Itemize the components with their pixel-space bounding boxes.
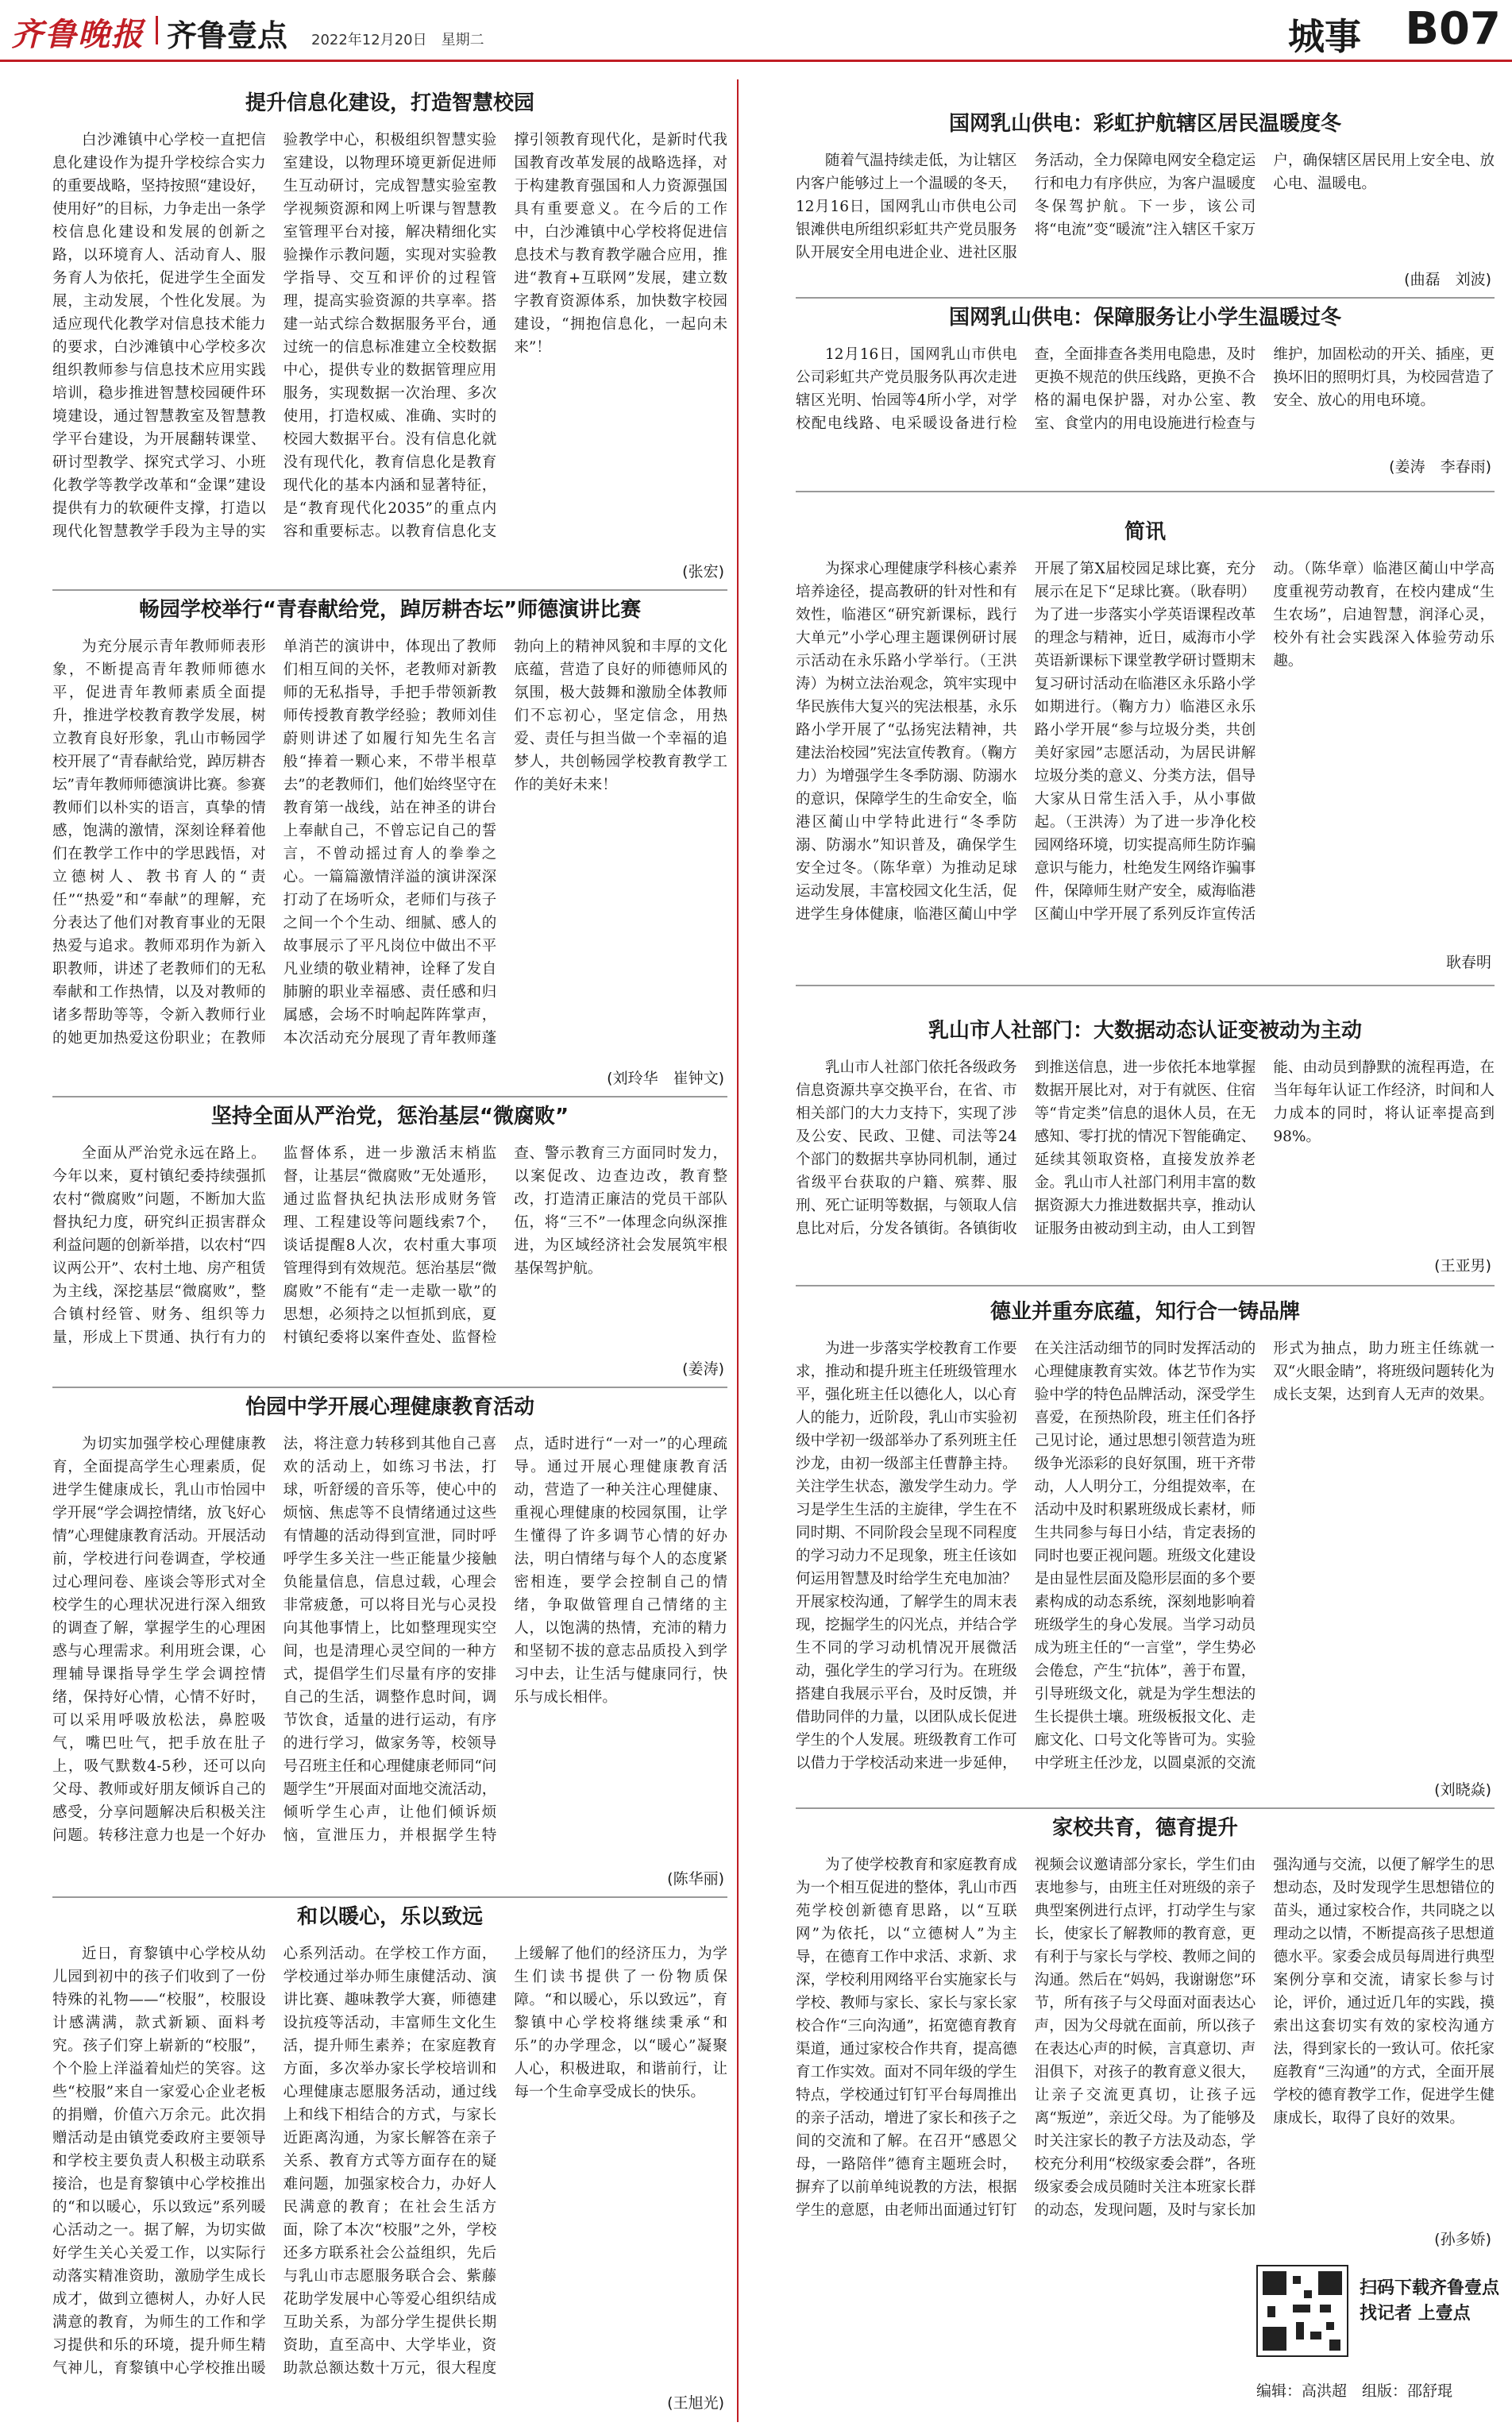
issue-date: 2022年12月20日 星期二 xyxy=(311,32,484,48)
article-byline: (刘晓焱) xyxy=(1434,1781,1491,1799)
article-divider xyxy=(52,1096,727,1097)
article-class-management xyxy=(796,1296,1495,1804)
article-body: 全面从严治党永远在路上。今年以来，夏村镇纪委持续强抓农村“微腐败”问题，不断加大监督执纪力度，研究纠正损害群众利益问题的创新举措，以农村“四议两公开”、农村土地、房产租赁为主线，深挖基层“微腐败”，整合镇村经管、财务、组织等力量，形成上下贯通、执行有力的监督体系，进一步激活末梢监督，让基层“微腐败”无处遁形，通过监督执纪执法形成财务管理、工程建设等问题线索7个，谈话提醒8人次，农村重大事项管理得到有效规范。惩治基层“微腐败”不能有“走一走歇一歇”的思想，必须持之以恒抓到底，夏村镇纪委将以案件查处、监督检查、警示教育三方面同时发力，以案促改、边查边改，教育整改，打造清正廉洁的党员干部队伍，将“三不”一体理念向纵深推进，为区域经济社会发展筑牢根基保驾护航。 xyxy=(52,1145,727,1346)
article-body: 为探求心理健康学科核心素养培养途径，提高教研的针对性和有效性，临港区“研究新课标，践行大单元”小学心理主题课例研讨展示活动在永乐路小学举行。（王洪涛）为树立法治观念，筑牢实现中华民族伟大复兴的宪法根基，永乐路小学开展了“弘扬宪法精神，共建法治校园”宪法宣传教育。（鞠方力）为增强学生冬季防溺、防溺水的意识，保障学生的生命安全，临港区蔺山中学特此进行“冬季防溺、防溺水”知识普及，确保学生安全过冬。（陈华章）为推动足球运动发展，丰富校园文化生活，促进学生身体健康，临港区蔺山中学开展了第X届校园足球比赛，充分展示在足下“足球比赛。（耿春明）为了进一步落实小学英语课程改革的理念与精神，近日，威海市小学英语新课标下课堂教学研讨暨期末复习研讨活动在临港区永乐路小学如期进行。（鞠方力）临港区永乐路小学开展“参与垃圾分类，共创美好家园”志愿活动，为居民讲解垃圾分类的意义、分类方法，倡导大家从日常生活入手，从小事做起。（王洪涛）为了进一步净化校园网络环境，切实提高师生防诈骗意识与能力，杜绝发生网络诈骗事件，保障师生财产安全，威海临港区蔺山中学开展了系列反诈宣传活动。（陈华章）临港区蔺山中学高度重视劳动教育，在校内建成“生生农场”，启迪智慧，润泽心灵，校外有社会实践深入体验劳动乐趣。 xyxy=(796,561,1495,923)
article-byline: (姜涛 李春雨) xyxy=(1389,458,1491,476)
article-byline: (王旭光) xyxy=(667,2394,724,2412)
article-divider xyxy=(796,491,1495,492)
article-teacher-speech xyxy=(52,594,727,1093)
article-body: 为切实加强学校心理健康教育，全面提高学生心理素质，促进学生健康成长，乳山市怡园中学开展“学会调控情绪，放飞好心情”心理健康教育活动。开展活动前，学校进行问卷调查，学校通过心理问卷、座谈会等形式对全校学生的心理状况进行深入细致的调查了解，掌握学生的心理困惑与心理需求。利用班会课，心理辅导课指导学生学会调控情绪，保持好心情，心情不好时，可以采用呼吸放松法，鼻腔吸气，嘴巴吐气，把手放在肚子上，吸气默数4-5秒，还可以向父母、教师或好朋友倾诉自己的感受，分享问题解决后积极关注问题。转移注意力也是一个好办法，将注意力转移到其他自己喜欢的活动上，如练习书法，打球，听舒缓的音乐等，使心中的烦恼、焦虑等不良情绪通过这些有情趣的活动得到宣泄，同时呼呼学生多关注一些正能量少接触负能量信息，信息过载，心理会非常疲惫，可以将目光与心灵投向其他事情上，比如整理现实空间，也是清理心灵空间的一种方式，提倡学生们尽量有序的安排自己的生活，调整作息时间，调节饮食，适量的进行运动，有序的进行学习，做家务等，校领导号召班主任和心理健康老师同“问题学生”开展面对面地交流活动，倾听学生心声，让他们倾诉烦恼，宣泄压力，并根据学生特点，适时进行“一对一”的心理疏导。通过开展心理健康教育活动，营造了一种关注心理健康、重视心理健康的校园氛围，让学生懂得了许多调节心情的好办法，明白情绪与每个人的态度紧密相连，要学会控制自己的情绪，争取做管理自己情绪的主人，以饱满的热情，充沛的精力和坚韧不拔的意志品质投入到学习中去，让生活与健康同行，快乐与成长相伴。 xyxy=(52,1436,727,1844)
article-body: 随着气温持续走低，为让辖区内客户能够过上一个温暖的冬天，12月16日，国网乳山市供电公司银滩供电所组织彩虹共产党员服务队开展安全用电进企业、进社区服务活动，全力保障电网安全稳定运行和电力有序供应，为客户温暖度冬保驾护航。下一步，该公司将“电流”变“暖流”注入辖区千家万户，确保辖区居民用上安全电、放心电、温暖电。 xyxy=(796,152,1495,261)
article-title: 坚持全面从严治党，惩治基层“微腐败” xyxy=(210,1105,569,1128)
article-title: 和以暖心，乐以致远 xyxy=(296,1905,483,1929)
qr-caption xyxy=(1360,2276,1510,2327)
article-divider xyxy=(796,985,1495,986)
article-byline: 耿春明 xyxy=(1445,954,1491,971)
download-qr-code[interactable] xyxy=(1256,2265,1348,2357)
qr-caption-line-1: 扫码下载齐鲁壹点 xyxy=(1360,2278,1500,2298)
article-body: 白沙滩镇中心学校一直把信息化建设作为提升学校综合实力的重要战略，坚持按照“建设好，使用好”的目标，力争走出一条学校信息化建设和发展的创新之路，以环境育人、活动育人、服务育人为依托，促进学生全面发展，主动发展，个性化发展。为适应现代化教学对信息技术能力的要求，白沙滩镇中心学校多次组织教师参与信息技术应用实践培训，稳步推进智慧校园硬件环境建设，通过智慧教室及智慧教学平台建设，为开展翻转课堂、研讨型教学、探究式学习、小班化教学等教学改革和“金课”建设提供有力的软硬件支撑，打造以现代化智慧教学手段为主导的实验教学中心，积极组织智慧实验室建设，以物理环境更新促进师生互动研讨，完成智慧实验室教学视频资源和网上听课与智慧教室管理平台对接，解决精细化实验操作示教问题，实现对实验教学指导、交互和评价的过程管理，提高实验资源的共享率。搭建一站式综合数据服务平台，通过统一的信息标准建立全校数据中心，提供专业的数据管理应用服务，实现数据一次治理、多次使用，打造权威、准确、实时的校园大数据平台。没有信息化就没有现代化，教育信息化是教育现代化的基本内涵和显著特征，是“教育现代化2035”的重点内容和重要标志。以教育信息化支撑引领教育现代化，是新时代我国教育改革发展的战略选择，对于构建教育强国和人力资源强国具有重要意义。在今后的工作中，白沙滩镇中心学校将促进信息技术与教育教学融合应用，推进“教育+互联网”发展，建立数字教育资源体系，加快数字校园建设，“拥抱信息化，一起向未来”！ xyxy=(52,132,727,540)
qr-caption-line-2: 找记者 上壹点 xyxy=(1360,2304,1471,2324)
article-title: 提升信息化建设，打造智慧校园 xyxy=(245,91,534,115)
article-social-security xyxy=(796,1015,1495,1280)
article-title: 畅园学校举行“青春献给党，踔厉耕杏坛”师德演讲比赛 xyxy=(138,598,642,622)
article-title: 国网乳山供电：保障服务让小学生温暖过冬 xyxy=(948,306,1341,330)
article-news-briefs xyxy=(796,516,1495,977)
article-body: 乳山市人社部门依托各级政务信息资源共享交换平台，在省、市相关部门的大力支持下，实现了涉及公安、民政、卫健、司法等24个部门的数据共享协同机制，通过省级平台获取的户籍、殡葬、服刑、死亡证明等数据，与领取人信息比对后，分发各镇街。各镇街收到推送信息，进一步依托本地掌握数据开展比对，对于有就医、住宿等“肯定类”信息的退休人员，在无感知、零打扰的情况下智能确定、延续其领取资格，直接发放养老金。乳山市人社部门利用丰富的数据资源大力推进数据共享，推动认证服务由被动到主动，由人工到智能、由动员到静默的流程再造，在当年每年认证工作经济，时间和人力成本的同时，将认证率提高到98%。 xyxy=(796,1059,1495,1237)
article-smart-campus xyxy=(52,87,727,586)
article-byline: (曲磊 刘波) xyxy=(1404,271,1491,288)
article-body: 12月16日，国网乳山市供电公司彩虹共产党员服务队再次走进辖区光明、怡园等4所小学，对学校配电线路、电采暖设备进行检查，全面排查各类用电隐患，及时更换不规范的供压线路，更换不合格的漏电保护器，对办公室、教室、食堂内的用电设施进行检查与维护，加固松动的开关、插座，更换坏旧的照明灯具，为校园营造了安全、放心的用电环境。 xyxy=(796,346,1495,432)
article-body: 近日，育黎镇中心学校从幼儿园到初中的孩子们收到了一份特殊的礼物——“校服”，校服设计感满满，款式新颖、面料考究。孩子们穿上崭新的“校服”，个个脸上洋溢着灿烂的笑容。这些“校服”来自一家爱心企业老板的捐赠，价值六万余元。此次捐赠活动是由镇党委政府主要领导和学校主要负责人积极主动联系接洽，也是育黎镇中心学校推出的“和以暖心，乐以致远”系列暖心活动之一。据了解，为切实做好学生关心关爱工作，以实际行动落实精准资助，激励学生成长成才，做到立德树人，办好人民满意的教育，为师生的工作和学习提供和乐的环境，提升师生精气神儿，育黎镇中心学校推出暖心系列活动。在学校工作方面，学校通过举办师生康健活动、演讲比赛、趣味教学大赛，师德建设抗疫等活动，丰富师生文化生活，提升师生素养；在家庭教育方面，多次举办家长学校培训和心理健康志愿服务活动，通过线上和线下相结合的方式，与家长近距离沟通，为家长解答在亲子关系、教育方式等方面存在的疑难问题，加强家校合力，办好人民满意的教育；在社会生活方面，除了本次“校服”之外，学校还多方联系社会公益组织，先后与乳山市志愿服务联合会、紫藤花助学发展中心等爱心组织结成互助关系，为部分学生提供长期资助，直至高中、大学毕业，资助款总额达数十万元，很大程度上缓解了他们的经济压力，为学生们读书提供了一份物质保障。“和以暖心，乐以致远”，育黎镇中心学校将继续秉承“和乐”的办学理念，以“暖心”凝聚人心，积极进取，和谐前行，让每一个生命享受成长的快乐。 xyxy=(52,1946,727,2377)
article-byline: (张宏) xyxy=(682,563,724,581)
editor-credits: 编辑：高洪超 组版：邵舒琨 xyxy=(1256,2382,1453,2400)
column-divider xyxy=(737,79,739,2422)
article-byline: (刘玲华 崔钟文) xyxy=(607,1070,724,1087)
article-title: 乳山市人社部门：大数据动态认证变被动为主动 xyxy=(928,1019,1362,1043)
brand-name: 齐鲁壹点 xyxy=(167,17,288,53)
article-byline: (姜涛) xyxy=(682,1360,724,1378)
article-divider xyxy=(796,297,1495,299)
article-divider xyxy=(796,1285,1495,1286)
page-number: B07 xyxy=(1405,3,1501,55)
article-title: 简讯 xyxy=(1124,520,1166,544)
article-home-school xyxy=(796,1812,1495,2254)
article-body: 为了使学校教育和家庭教育成为一个相互促进的整体，乳山市西苑学校创新德育思路，以“互联网”为依托，以“立德树人”为主导，在德育工作中求活、求新、求深，学校利用网络平台实施家长与学校、教师与家长、家长与家长家校合作“三向沟通”，拓宽德育教育渠道，通过家校合作共育，提高德育工作实效。面对不同年级的学生特点，学校通过钉钉平台每周推出的亲子活动，增进了家长和孩子之间的交流和了解。在召开“感恩父母，一路陪伴”德育主题班会时，摒弃了以前单纯说教的方法，根据学生的意愿，由老师出面通过钉钉视频会议邀请部分家长，学生们由衷地参与，由班主任对班级的亲子典型案例进行点评，打动学生与家长，使家长了解教师的教育意，更有利于与家长与学校、教师之间的沟通。然后在“妈妈，我谢谢您”环节，所有孩子与父母面对面表达心声，因为父母就在面前，所以孩子在表达心声的时候，言真意切、声泪俱下，对孩子的教育意义很大，让亲子交流更真切，让孩子远离“叛逆”，亲近父母。为了能够及时关注家长的教子方法及动态，学校充分利用“校级家委会群”，各班级家委会成员随时关注本班家长群的动态，发现问题，及时与家长加强沟通与交流，以便了解学生的思想动态，及时发现学生思想错位的苗头，通过家校合作，共同晓之以理动之以情，不断提高孩子思想道德水平。家委会成员每周进行典型案例分享和交流，请家长参与讨论，评价，通过近几年的实践，摸索出这套切实有效的家校沟通方法，得到家长的一致认可。依托家庭教育“三沟通”的方式，全面开展学校的德育教学工作，促进学生健康成长，取得了良好的效果。 xyxy=(796,1857,1495,2219)
article-divider xyxy=(52,1896,727,1898)
article-title: 家校共育，德育提升 xyxy=(1051,1816,1238,1840)
article-body: 为充分展示青年教师师表形象，不断提高青年教师师德水平，促进青年教师素质全面提升，推进学校教育教学发展，树立教育良好形象，乳山市畅园学校开展了“青春献给党，踔厉耕杏坛”青年教师师德演讲比赛。参赛教师们以朴实的语言，真挚的情感，饱满的激情，深刻诠释着他们在教学工作中的学思践悟，对立德树人、教书育人的“责任”“热爱”和“奉献”的理解，充分表达了他们对教育事业的无限热爱与追求。教师邓玥作为新入职教师，讲述了老教师们的无私奉献和工作热情，以及对教师的诸多帮助等等，令新入教师行业的她更加热爱这份职业；在教师单消芒的演讲中，体现出了教师们相互间的关怀，老教师对新教师的无私指导，手把手带领新教师传授教育教学经验；教师刘佳蔚则讲述了如履行知先生名言般“捧着一颗心来，不带半根草去”的老教师们，他们始终坚守在教育第一战线，站在神圣的讲台上奉献自己，不曾忘记自己的誓言，不曾动摇过育人的拳拳之心。一篇篇激情洋溢的演讲深深打动了在场听众，老师们与孩子之间一个个生动、细腻、感人的故事展示了平凡岗位中做出不平凡业绩的敬业精神，诠释了发自肺腑的职业幸福感、责任感和归属感，会场不时响起阵阵掌声，本次活动充分展现了青年教师蓬勃向上的精神风貌和丰厚的文化底蕴，营造了良好的师德师风的氛围，极大鼓舞和激励全体教师们不忘初心，坚定信念，用热爱、责任与担当做一个幸福的追梦人，共创畅园学校教育教学工作的美好未来！ xyxy=(52,638,727,1047)
article-byline: (王亚男) xyxy=(1434,1257,1491,1275)
article-divider xyxy=(52,1387,727,1388)
newspaper-logo: 齐鲁晚报 xyxy=(11,16,145,53)
article-mental-health xyxy=(52,1391,727,1893)
article-title: 怡园中学开展心理健康教育活动 xyxy=(245,1395,534,1419)
article-power-rainbow xyxy=(796,108,1495,294)
article-power-school xyxy=(796,302,1495,481)
masthead xyxy=(0,0,1512,62)
article-warm-hearts xyxy=(52,1901,727,2417)
article-title: 国网乳山供电：彩虹护航辖区居民温暖度冬 xyxy=(948,112,1341,136)
article-byline: (陈华丽) xyxy=(667,1870,724,1888)
logo-divider xyxy=(156,16,158,44)
article-divider xyxy=(52,589,727,591)
section-name: 城事 xyxy=(1288,15,1361,58)
article-divider xyxy=(796,1807,1495,1809)
article-body: 为进一步落实学校教育工作要求，推动和提升班主任班级管理水平，强化班主任以德化人，以心育人的能力，近阶段，乳山市实验初级中学初一级部举办了系列班主任沙龙，由初一级部主任曹静主持。关注学生状态，激发学生动力。学习是学生生活的主旋律，学生在不同时期、不同阶段会呈现不同程度的学习动力不足现象，班主任该如何运用智慧及时给学生充电加油？开展家校沟通，了解学生的周末表现，挖掘学生的闪光点，并结合学生不同的学习动机情况开展微活动，强化学生的学习行为。在班级搭建自我展示平台，及时反馈，并借助同伴的力量，以团队成长促进学生的个人发展。班级教育工作可以借力于学校活动来进一步延伸，在关注活动细节的同时发挥活动的心理健康教育实效。体艺节作为实验中学的特色品牌活动，深受学生喜爱，在预热阶段，班主任们各抒己见讨论，通过思想引领营造为班级争光添彩的良好氛围，班干齐带动，人人明分工，分组提效率，在活动中及时积累班级成长素材，师生共同参与每日小结，肯定表扬的同时也要正视问题。班级文化建设是由显性层面及隐形层面的多个要素构成的动态系统，深刻地影响着班级学生的身心发展。当学习动员成为班主任的“一言堂”，学生势必会倦怠，产生“抗体”，善于布置，引导班级文化，就是为学生想法的生长提供土壤。班级板报文化、走廊文化、口号文化等皆可为。实验中学班主任沙龙，以圆桌派的交流形式为抽点，助力班主任练就一双“火眼金睛”，将班级问题转化为成长支架，达到育人无声的效果。 xyxy=(796,1340,1495,1772)
article-byline: (孙多娇) xyxy=(1434,2231,1491,2248)
article-title: 德业并重夯底蕴，知行合一铸品牌 xyxy=(989,1300,1300,1324)
article-anti-corruption xyxy=(52,1101,727,1383)
